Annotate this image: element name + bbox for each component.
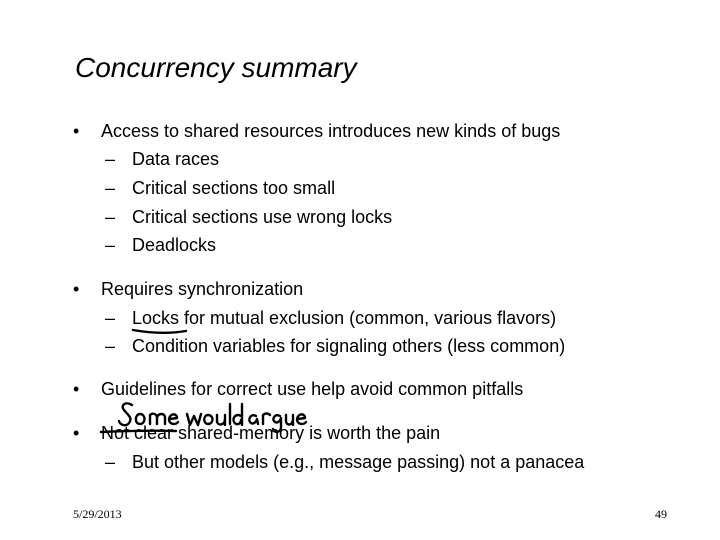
slide-title: Concurrency summary	[75, 52, 357, 83]
sub-bullet-text: Deadlocks	[132, 235, 217, 255]
bullet-2-text: Requires synchronization	[101, 279, 304, 299]
sub-bullet-text: But other models (e.g., message passing) not a panacea	[132, 452, 585, 472]
bullet-1	[73, 120, 561, 142]
bullet-mark: •	[73, 279, 80, 299]
bullet-mark: •	[73, 379, 80, 399]
sub-bullet	[105, 451, 585, 473]
sub-bullet-text: Critical sections too small	[132, 178, 336, 198]
slide-number: 49	[655, 507, 667, 521]
sub-bullet-text: Data races	[132, 149, 220, 169]
sub-bullet-text: Condition variables for signaling others (less common)	[132, 336, 566, 356]
bullet-mark: •	[73, 423, 80, 443]
bullet-mark: •	[73, 121, 80, 141]
bullet-3	[73, 378, 524, 400]
sub-bullet-text: Critical sections use wrong locks	[132, 207, 393, 227]
sub-bullet	[105, 307, 557, 329]
sub-bullet	[105, 335, 566, 357]
sub-bullet-text: Locks for mutual exclusion (common, various flavors)	[132, 308, 557, 328]
footer-date: 5/29/2013	[73, 507, 122, 521]
dash-mark: –	[105, 178, 116, 198]
bullet-4	[73, 422, 441, 444]
dash-mark: –	[105, 452, 116, 472]
sub-bullet	[105, 234, 217, 256]
dash-mark: –	[105, 149, 116, 169]
sub-bullet	[105, 177, 336, 199]
bullet-4-text: Not clear shared-memory is worth the pain	[101, 423, 441, 443]
locks-underline-ink	[133, 330, 186, 333]
dash-mark: –	[105, 336, 116, 356]
sub-bullet	[105, 206, 393, 228]
sub-bullet	[105, 148, 220, 170]
dash-mark: –	[105, 207, 116, 227]
dash-mark: –	[105, 308, 116, 328]
bullet-3-text: Guidelines for correct use help avoid common pitfalls	[101, 379, 524, 399]
bullet-2	[73, 278, 304, 300]
bullet-1-text: Access to shared resources introduces new kinds of bugs	[101, 121, 561, 141]
dash-mark: –	[105, 235, 116, 255]
